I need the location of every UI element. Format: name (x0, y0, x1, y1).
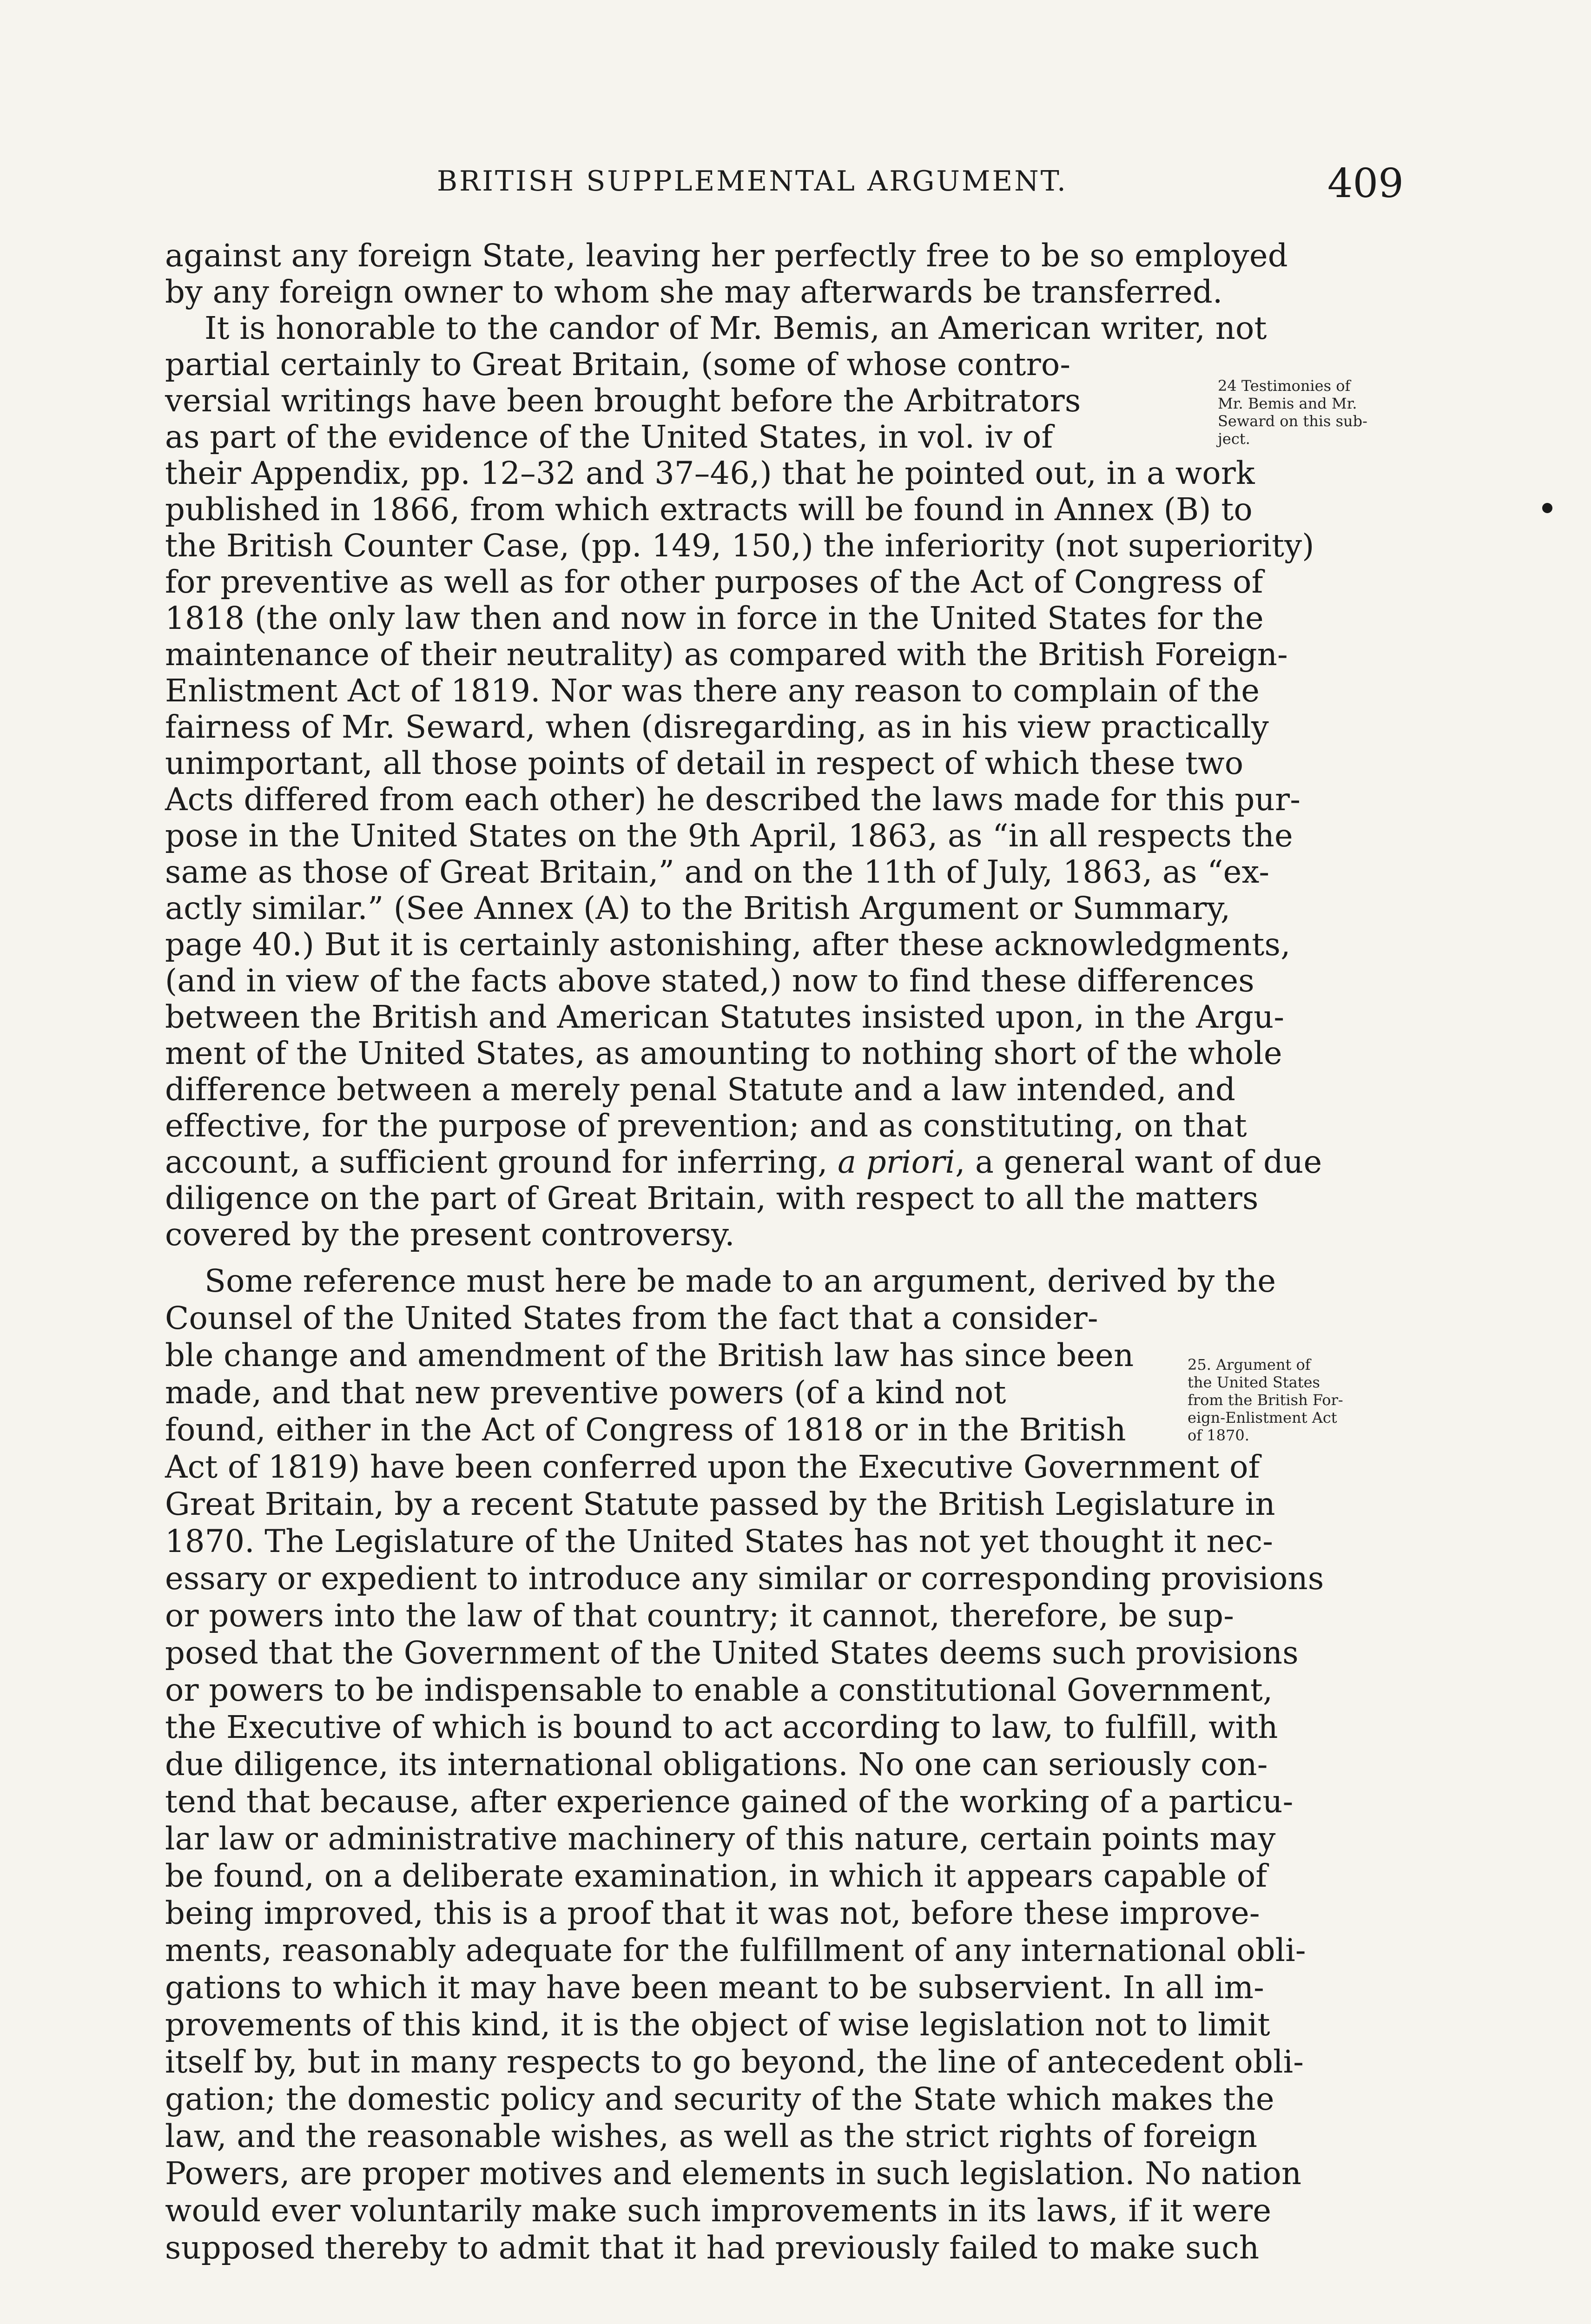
text-line: lar law or administrative machinery of this nature, certain points may (165, 1821, 1276, 1857)
text-line: the Executive of which is bound to act according to law, to fulfill, with (165, 1709, 1278, 1745)
text-line: would ever voluntarily make such improvements in its laws, if it were (165, 2192, 1272, 2229)
text-line: as part of the evidence of the United States, in vol. iv of (165, 419, 1053, 455)
text-line: Act of 1819) have been conferred upon the Executive Government of (165, 1449, 1260, 1485)
text-line (165, 1143, 1322, 1181)
text-line: Powers, are proper motives and elements in such legislation. No nation (165, 2155, 1302, 2192)
text-line: due diligence, its international obligations. No one can seriously con- (165, 1746, 1268, 1783)
text-line: same as those of Great Britain,” and on the 11th of July, 1863, as “ex- (165, 854, 1270, 890)
side-note-line: of 1870. (1188, 1426, 1249, 1444)
text-line: Enlistment Act of 1819. Nor was there any reason to complain of the (165, 673, 1260, 709)
text-line: against any foreign State, leaving her perfectly free to be so employed (165, 238, 1288, 274)
text-line: between the British and American Statutes insisted upon, in the Argu- (165, 999, 1285, 1035)
text-line: for preventive as well as for other purposes of the Act of Congress of (165, 564, 1263, 600)
text-line: versial writings have been brought before the Arbitrators (165, 383, 1081, 419)
text-line: posed that the Government of the United States deems such provisions (165, 1635, 1299, 1671)
text-line: tend that because, after experience gained of the working of a particu- (165, 1783, 1294, 1820)
text-line: fairness of Mr. Seward, when (disregarding, as in his view practically (165, 709, 1269, 745)
text-run: , a general want of due (955, 1144, 1322, 1180)
text-line: law, and the reasonable wishes, as well as the strict rights of foreign (165, 2118, 1258, 2154)
text-line: difference between a merely penal Statute and a law intended, and (165, 1071, 1236, 1108)
text-line: covered by the present controversy. (165, 1216, 735, 1253)
side-note-line: Seward on this sub- (1218, 412, 1367, 430)
side-note-line: the United States (1188, 1373, 1320, 1391)
side-note-line: Mr. Bemis and Mr. (1218, 395, 1357, 412)
side-note-line: 24 Testimonies of (1218, 377, 1351, 395)
text-line: maintenance of their neutrality) as compared with the British Foreign- (165, 636, 1288, 673)
text-line: gation; the domestic policy and security of the State which makes the (165, 2081, 1274, 2117)
side-note-line: eign-Enlistment Act (1188, 1409, 1337, 1426)
text-line: effective, for the purpose of prevention; and as constituting, on that (165, 1108, 1247, 1144)
text-line: provements of this kind, it is the object of wise legislation not to limit (165, 2007, 1270, 2043)
text-line: their Appendix, pp. 12–32 and 37–46,) that he pointed out, in a work (165, 455, 1255, 491)
text-line: diligence on the part of Great Britain, with respect to all the matters (165, 1180, 1259, 1216)
text-line: published in 1866, from which extracts will be found in Annex (B) to (165, 491, 1253, 528)
text-line: made, and that new preventive powers (of a kind not (165, 1374, 1006, 1411)
ink-dot-mark (1542, 503, 1552, 513)
text-line: It is honorable to the candor of Mr. Bemis, an American writer, not (205, 310, 1267, 346)
text-line: being improved, this is a proof that it was not, before these improve- (165, 1895, 1260, 1931)
text-line: Acts differed from each other) he described the laws made for this pur- (165, 781, 1301, 818)
running-head (167, 160, 1404, 211)
text-line: or powers to be indispensable to enable a constitutional Government, (165, 1672, 1273, 1708)
text-line: itself by, but in many respects to go beyond, the line of antecedent obli- (165, 2044, 1304, 2080)
text-line: be found, on a deliberate examination, in which it appears capable of (165, 1858, 1268, 1894)
side-note-line: ject. (1218, 430, 1250, 448)
text-line: unimportant, all those points of detail in respect of which these two (165, 745, 1244, 781)
text-line: Counsel of the United States from the fact that a consider- (165, 1300, 1098, 1336)
text-line: actly similar.” (See Annex (A) to the British Argument or Summary, (165, 890, 1231, 926)
side-note-line: 25. Argument of (1188, 1356, 1311, 1373)
side-note-line: from the British For- (1188, 1391, 1343, 1409)
text-line: or powers into the law of that country; it cannot, therefore, be sup- (165, 1598, 1235, 1634)
text-line: 1870. The Legislature of the United States has not yet thought it nec- (165, 1523, 1274, 1559)
text-line: by any foreign owner to whom she may afterwards be transferred. (165, 274, 1223, 310)
text-line: supposed thereby to admit that it had previously failed to make such (165, 2230, 1260, 2266)
text-line: gations to which it may have been meant to be subservient. In all im- (165, 1969, 1265, 2006)
text-line: the British Counter Case, (pp. 149, 150,) the inferiority (not superiority) (165, 528, 1314, 564)
text-line: ment of the United States, as amounting to nothing short of the whole (165, 1035, 1282, 1071)
italic-phrase: a priori (838, 1144, 956, 1180)
page-number: 409 (1327, 160, 1404, 207)
text-line: Some reference must here be made to an argument, derived by the (205, 1263, 1276, 1299)
text-line: ments, reasonably adequate for the fulfillment of any international obli- (165, 1932, 1306, 1968)
text-line: partial certainly to Great Britain, (some of whose contro- (165, 346, 1071, 383)
text-line: Great Britain, by a recent Statute passed by the British Legislature in (165, 1486, 1275, 1522)
text-line: page 40.) But it is certainly astonishing, after these acknowledgments, (165, 926, 1291, 963)
text-line: essary or expedient to introduce any similar or corresponding provisions (165, 1560, 1324, 1597)
text-run: account, a sufficient ground for inferring, (165, 1144, 828, 1180)
text-line: (and in view of the facts above stated,) now to find these differences (165, 963, 1254, 999)
text-line: 1818 (the only law then and now in force in the United States for the (165, 600, 1264, 636)
text-line: ble change and amendment of the British law has since been (165, 1337, 1134, 1373)
text-line: pose in the United States on the 9th April, 1863, as “in all respects the (165, 818, 1293, 854)
text-line: found, either in the Act of Congress of 1818 or in the British (165, 1412, 1126, 1448)
running-title: BRITISH SUPPLEMENTAL ARGUMENT. (437, 165, 1068, 198)
